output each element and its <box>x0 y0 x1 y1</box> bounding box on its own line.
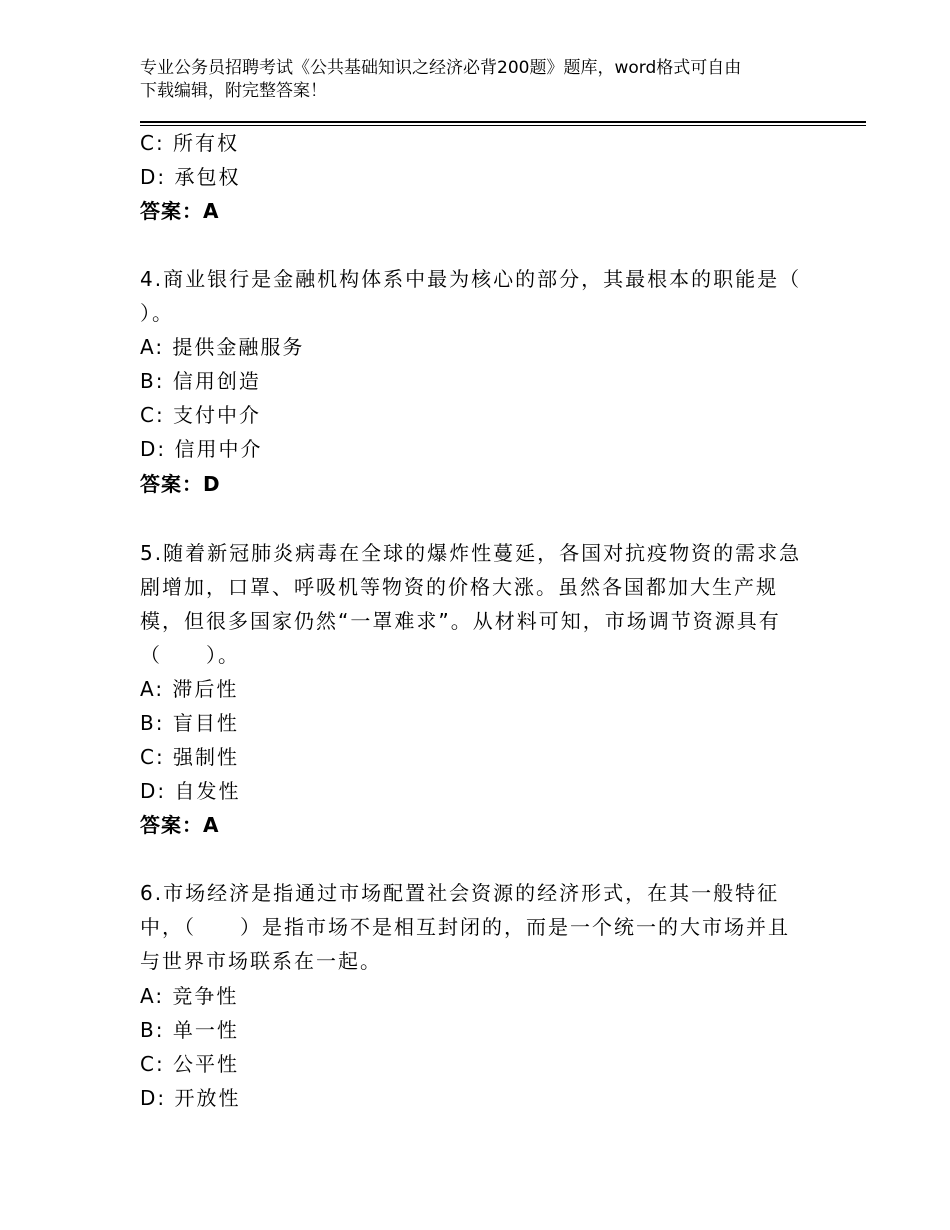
q4-option-a: A: 提供金融服务 <box>140 335 305 359</box>
q5-option-c: C: 强制性 <box>140 745 240 769</box>
q4-stem <box>140 262 800 330</box>
q5-option-b: B: 盲目性 <box>140 711 239 735</box>
q3-answer: 答案：A <box>140 199 220 223</box>
header-title-line1: 专业公务员招聘考试《公共基础知识之经济必背200题》题库，word格式可自由 <box>140 58 742 78</box>
q3-option-d: D: 承包权 <box>140 165 241 189</box>
header-title-line2: 下载编辑，附完整答案！ <box>140 81 327 101</box>
q5-option-d: D: 自发性 <box>140 779 241 803</box>
header-divider-thick <box>140 121 866 123</box>
q6-stem-line: 中，（ ）是指市场不是相互封闭的，而是一个统一的大市场并且 <box>140 915 790 939</box>
q4-answer: 答案：D <box>140 472 221 496</box>
q4-stem-line: ）。 <box>140 301 174 325</box>
q4-option-b: B: 信用创造 <box>140 369 261 393</box>
document-header <box>140 57 800 103</box>
q6-option-b: B: 单一性 <box>140 1018 239 1042</box>
q6-option-d: D: 开放性 <box>140 1086 241 1110</box>
q4-option-c: C: 支付中介 <box>140 403 262 427</box>
q5-answer: 答案：A <box>140 813 220 837</box>
q6-option-c: C: 公平性 <box>140 1052 240 1076</box>
q5-stem-line: （ ）。 <box>140 643 240 667</box>
q5-stem-line: 5.随着新冠肺炎病毒在全球的爆炸性蔓延，各国对抗疫物资的需求急 <box>140 541 802 565</box>
q6-stem-line: 6.市场经济是指通过市场配置社会资源的经济形式，在其一般特征 <box>140 881 780 905</box>
q5-stem-line: 剧增加，口罩、呼吸机等物资的价格大涨。虽然各国都加大生产规 <box>140 575 778 599</box>
q6-stem <box>140 876 800 978</box>
q5-stem-line: 模，但很多国家仍然“一罩难求”。从材料可知，市场调节资源具有 <box>140 609 781 633</box>
q5-option-a: A: 滞后性 <box>140 677 239 701</box>
q4-stem-line: 4.商业银行是金融机构体系中最为核心的部分，其最根本的职能是（ <box>140 267 802 291</box>
q5-stem <box>140 536 800 672</box>
q3-option-c: C: 所有权 <box>140 131 240 155</box>
q4-option-d: D: 信用中介 <box>140 437 263 461</box>
q6-stem-line: 与世界市场联系在一起。 <box>140 949 382 973</box>
q6-option-a: A: 竞争性 <box>140 984 239 1008</box>
